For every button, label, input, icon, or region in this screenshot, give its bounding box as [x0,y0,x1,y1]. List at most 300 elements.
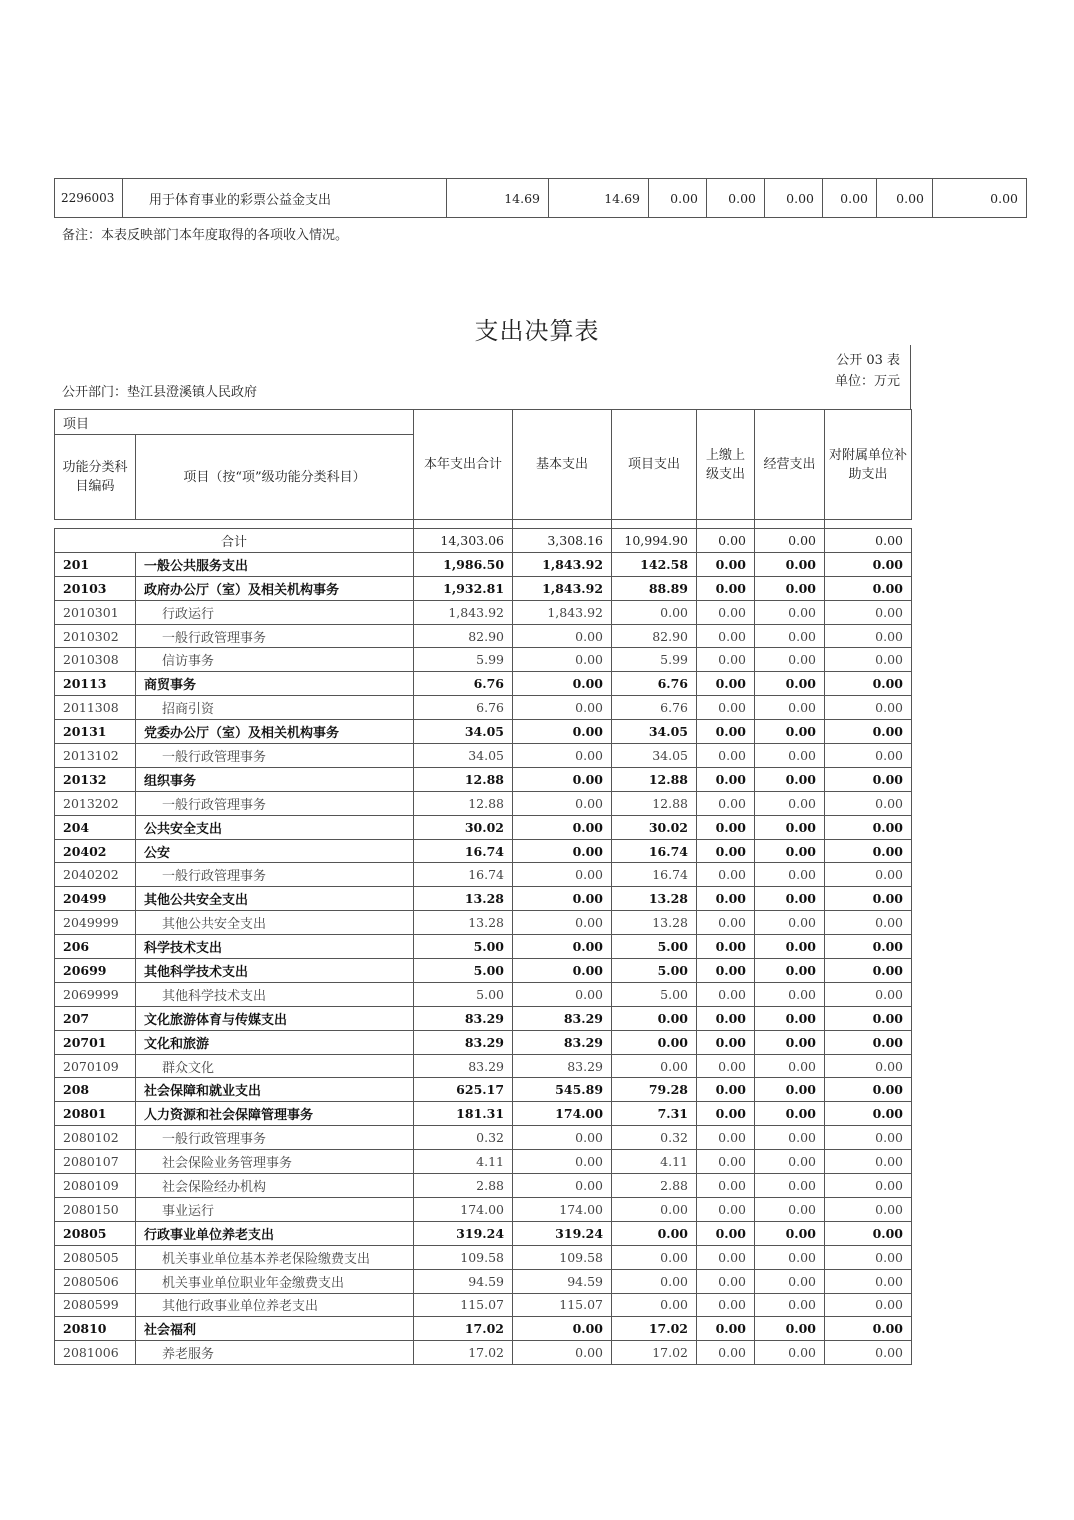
row-name: 社会福利 [136,1317,414,1341]
row-name: 群众文化 [136,1054,414,1078]
header-business: 经营支出 [755,410,825,520]
row-name: 商贸事务 [136,672,414,696]
value-cell: 0.00 [697,1006,755,1030]
value-cell: 14,303.06 [414,529,513,553]
value-cell: 0.00 [755,696,825,720]
value-cell: 0.00 [513,696,612,720]
value-cell: 0.00 [513,791,612,815]
value-cell: 16.74 [612,839,697,863]
value-cell: 0.00 [612,600,697,624]
value-cell: 2.88 [414,1174,513,1198]
value-cell: 30.02 [612,815,697,839]
row-code: 2080505 [55,1245,136,1269]
header-basic: 基本支出 [513,410,612,520]
value-cell: 0.00 [612,1006,697,1030]
value-cell: 6.76 [612,696,697,720]
value-cell: 0.00 [697,982,755,1006]
header-row [55,410,912,435]
value-cell: 0.00 [755,911,825,935]
value-cell: 109.58 [513,1245,612,1269]
value-cell: 0.00 [612,1293,697,1317]
value-cell: 0.00 [825,982,912,1006]
table-row [55,1293,912,1317]
value-cell: 0.00 [755,791,825,815]
value-cell: 0.00 [513,624,612,648]
value-cell: 0.00 [825,696,912,720]
row-name: 其他科学技术支出 [136,959,414,983]
row-name: 文化和旅游 [136,1030,414,1054]
value-cell: 0.32 [612,1126,697,1150]
row-code: 204 [55,815,136,839]
value-cell: 83.29 [414,1030,513,1054]
row-code: 2296003 [55,179,123,218]
row-name: 其他公共安全支出 [136,887,414,911]
row-code: 20103 [55,576,136,600]
value-cell: 3,308.16 [513,529,612,553]
table-row [55,982,912,1006]
row-code: 2011308 [55,696,136,720]
value-cell: 0.00 [513,959,612,983]
value-cell: 174.00 [414,1197,513,1221]
table-row [55,863,912,887]
department-label: 公开部门：垫江县澄溪镇人民政府 [62,385,258,400]
value-cell: 1,986.50 [414,552,513,576]
value-cell: 14.69 [549,179,649,218]
unit-label: 单位：万元 [834,374,900,389]
value-cell: 5.00 [414,935,513,959]
value-cell: 174.00 [513,1197,612,1221]
table-row [55,1126,912,1150]
value-cell: 0.00 [697,1102,755,1126]
row-name: 一般行政管理事务 [136,863,414,887]
value-cell: 0.00 [825,529,912,553]
value-cell: 16.74 [414,863,513,887]
value-cell: 34.05 [612,744,697,768]
table-row [55,1102,912,1126]
table-row [55,839,912,863]
row-code: 2049999 [55,911,136,935]
value-cell: 34.05 [612,720,697,744]
value-cell: 0.00 [755,1150,825,1174]
value-cell: 0.00 [825,1293,912,1317]
table-row [55,576,912,600]
value-cell: 0.00 [825,624,912,648]
value-cell: 12.88 [414,767,513,791]
value-cell: 0.00 [755,1245,825,1269]
header-code: 功能分类科目编码 [55,435,136,520]
row-code: 206 [55,935,136,959]
value-cell: 174.00 [513,1102,612,1126]
row-name: 其他科学技术支出 [136,982,414,1006]
value-cell: 115.07 [414,1293,513,1317]
value-cell: 0.00 [697,911,755,935]
row-code: 201 [55,552,136,576]
value-cell: 0.00 [755,1269,825,1293]
row-name: 用于体育事业的彩票公益金支出 [123,179,447,218]
value-cell: 0.00 [755,624,825,648]
row-name: 行政运行 [136,600,414,624]
table-row [55,720,912,744]
table-row [55,600,912,624]
value-cell: 0.00 [825,1006,912,1030]
value-cell: 319.24 [513,1221,612,1245]
value-cell: 0.00 [825,1269,912,1293]
value-cell: 0.00 [755,1174,825,1198]
value-cell: 0.00 [513,982,612,1006]
value-cell: 0.00 [755,1317,825,1341]
value-cell: 0.00 [513,1341,612,1365]
table-row [55,1245,912,1269]
value-cell: 94.59 [513,1269,612,1293]
row-name: 信访事务 [136,648,414,672]
value-cell: 181.31 [414,1102,513,1126]
table-row [55,624,912,648]
value-cell: 0.00 [755,672,825,696]
row-code: 2040202 [55,863,136,887]
value-cell: 88.89 [612,576,697,600]
value-cell: 0.00 [755,576,825,600]
form-number: 公开 03 表 [836,353,900,368]
row-code: 2080109 [55,1174,136,1198]
value-cell: 5.99 [414,648,513,672]
value-cell: 17.02 [612,1341,697,1365]
value-cell: 0.00 [825,815,912,839]
value-cell: 0.00 [513,1150,612,1174]
value-cell: 13.28 [612,911,697,935]
value-cell: 0.00 [513,767,612,791]
value-cell: 13.28 [414,911,513,935]
value-cell: 0.00 [825,576,912,600]
value-cell: 0.00 [825,1221,912,1245]
value-cell: 10,994.90 [612,529,697,553]
row-name: 科学技术支出 [136,935,414,959]
value-cell: 625.17 [414,1078,513,1102]
value-cell: 0.00 [877,179,933,218]
value-cell: 115.07 [513,1293,612,1317]
value-cell: 1,843.92 [513,576,612,600]
value-cell: 0.00 [825,1245,912,1269]
value-cell: 0.00 [755,648,825,672]
value-cell: 34.05 [414,720,513,744]
row-name: 一般公共服务支出 [136,552,414,576]
row-code: 20805 [55,1221,136,1245]
row-code: 20132 [55,767,136,791]
value-cell: 0.00 [697,1341,755,1365]
value-cell: 0.00 [825,1102,912,1126]
value-cell: 0.00 [697,1197,755,1221]
value-cell: 0.00 [513,887,612,911]
row-name: 公共安全支出 [136,815,414,839]
value-cell: 6.76 [612,672,697,696]
row-name: 一般行政管理事务 [136,624,414,648]
row-code: 20810 [55,1317,136,1341]
row-name: 党委办公厅（室）及相关机构事务 [136,720,414,744]
value-cell: 0.00 [697,744,755,768]
value-cell: 0.00 [697,959,755,983]
value-cell: 0.00 [825,744,912,768]
row-name: 其他公共安全支出 [136,911,414,935]
value-cell: 0.00 [513,935,612,959]
table-row [55,648,912,672]
value-cell: 5.00 [414,982,513,1006]
header-name: 项目（按“项”级功能分类科目） [136,435,414,520]
value-cell: 0.00 [697,767,755,791]
previous-table-fragment [54,178,1027,218]
value-cell: 0.00 [513,1126,612,1150]
row-code: 2080599 [55,1293,136,1317]
value-cell: 0.00 [755,1006,825,1030]
value-cell: 0.00 [755,1293,825,1317]
value-cell: 0.00 [755,767,825,791]
row-code: 20113 [55,672,136,696]
value-cell: 79.28 [612,1078,697,1102]
value-cell: 1,843.92 [513,600,612,624]
value-cell: 0.00 [825,720,912,744]
value-cell: 0.00 [513,648,612,672]
value-cell: 0.00 [755,552,825,576]
value-cell: 0.00 [513,815,612,839]
value-cell: 0.00 [513,839,612,863]
value-cell: 1,843.92 [513,552,612,576]
row-name: 机关事业单位基本养老保险缴费支出 [136,1245,414,1269]
value-cell: 0.00 [513,744,612,768]
value-cell: 0.00 [755,1126,825,1150]
header-project: 项目 [55,410,414,435]
value-cell: 0.00 [825,1054,912,1078]
row-code: 20801 [55,1102,136,1126]
value-cell: 0.00 [825,1341,912,1365]
row-code: 2013102 [55,744,136,768]
value-cell: 0.00 [697,887,755,911]
value-cell: 0.00 [755,959,825,983]
row-code: 2010302 [55,624,136,648]
value-cell: 0.00 [755,1341,825,1365]
value-cell: 0.00 [755,1102,825,1126]
value-cell: 5.00 [612,959,697,983]
table-row [55,696,912,720]
row-code: 20699 [55,959,136,983]
value-cell: 83.29 [513,1030,612,1054]
table-row [55,887,912,911]
table-row [55,911,912,935]
value-cell: 0.00 [697,552,755,576]
value-cell: 0.00 [825,1317,912,1341]
value-cell: 0.00 [697,672,755,696]
value-cell: 0.00 [697,1078,755,1102]
value-cell: 0.00 [755,1197,825,1221]
value-cell: 0.00 [825,911,912,935]
row-name: 机关事业单位职业年金缴费支出 [136,1269,414,1293]
value-cell: 1,932.81 [414,576,513,600]
value-cell: 0.00 [755,1030,825,1054]
row-code: 2081006 [55,1341,136,1365]
value-cell: 0.00 [697,529,755,553]
value-cell: 0.00 [697,863,755,887]
row-code: 207 [55,1006,136,1030]
value-cell: 0.00 [649,179,707,218]
value-cell: 0.00 [825,1197,912,1221]
row-name: 事业运行 [136,1197,414,1221]
row-code: 20402 [55,839,136,863]
divider [910,345,911,409]
table-row [55,1150,912,1174]
value-cell: 0.00 [755,982,825,1006]
value-cell: 2.88 [612,1174,697,1198]
table-row [55,1174,912,1198]
value-cell: 82.90 [414,624,513,648]
row-name: 社会保险经办机构 [136,1174,414,1198]
value-cell: 0.00 [612,1221,697,1245]
value-cell: 0.00 [765,179,823,218]
row-code: 2010308 [55,648,136,672]
row-name: 公安 [136,839,414,863]
row-name: 招商引资 [136,696,414,720]
row-name: 社会保障和就业支出 [136,1078,414,1102]
value-cell: 0.00 [697,576,755,600]
value-cell: 83.29 [513,1054,612,1078]
value-cell: 5.00 [414,959,513,983]
row-name: 社会保险业务管理事务 [136,1150,414,1174]
value-cell: 0.00 [755,815,825,839]
expenditure-table [54,409,912,1365]
row-code: 2010301 [55,600,136,624]
value-cell: 0.00 [612,1030,697,1054]
row-code: 20701 [55,1030,136,1054]
row-code: 2069999 [55,982,136,1006]
value-cell: 12.88 [414,791,513,815]
table-row [55,1078,912,1102]
value-cell: 0.00 [513,1174,612,1198]
row-name: 一般行政管理事务 [136,744,414,768]
value-cell: 0.00 [513,911,612,935]
value-cell: 83.29 [414,1054,513,1078]
table-row [55,1317,912,1341]
row-code: 208 [55,1078,136,1102]
value-cell: 0.00 [755,935,825,959]
value-cell: 0.00 [697,1054,755,1078]
value-cell: 6.76 [414,672,513,696]
row-code: 2080506 [55,1269,136,1293]
total-label: 合计 [55,529,414,553]
value-cell: 0.00 [707,179,765,218]
value-cell: 30.02 [414,815,513,839]
value-cell: 0.00 [697,1030,755,1054]
row-name: 养老服务 [136,1341,414,1365]
page-title: 支出决算表 [474,317,600,345]
value-cell: 0.00 [825,1150,912,1174]
value-cell: 109.58 [414,1245,513,1269]
row-code: 20131 [55,720,136,744]
table-row [55,1197,912,1221]
header-upper: 上缴上级支出 [697,410,755,520]
table-body [55,529,912,1365]
value-cell: 0.00 [825,672,912,696]
row-name: 人力资源和社会保障管理事务 [136,1102,414,1126]
value-cell: 6.76 [414,696,513,720]
value-cell: 0.00 [697,1174,755,1198]
value-cell: 0.00 [697,1245,755,1269]
value-cell: 17.02 [414,1341,513,1365]
value-cell: 0.00 [825,648,912,672]
value-cell: 0.00 [612,1269,697,1293]
value-cell: 83.29 [414,1006,513,1030]
value-cell: 0.00 [755,863,825,887]
value-cell: 13.28 [414,887,513,911]
value-cell: 1,843.92 [414,600,513,624]
value-cell: 0.00 [697,935,755,959]
value-cell: 0.00 [825,791,912,815]
value-cell: 0.00 [755,600,825,624]
value-cell: 0.00 [755,839,825,863]
value-cell: 83.29 [513,1006,612,1030]
value-cell: 0.00 [697,600,755,624]
table-row [55,959,912,983]
table-row [55,1030,912,1054]
table-row [55,1341,912,1365]
table-row [55,815,912,839]
value-cell: 12.88 [612,767,697,791]
value-cell: 0.00 [825,1126,912,1150]
table-row [55,767,912,791]
row-code: 20499 [55,887,136,911]
value-cell: 0.00 [612,1197,697,1221]
row-name: 一般行政管理事务 [136,791,414,815]
value-cell: 0.00 [933,179,1027,218]
row-code: 2080150 [55,1197,136,1221]
row-name: 组织事务 [136,767,414,791]
value-cell: 0.00 [825,767,912,791]
table-row [55,791,912,815]
value-cell: 0.00 [825,959,912,983]
value-cell: 0.00 [697,1293,755,1317]
spacer-row [55,520,912,529]
value-cell: 142.58 [612,552,697,576]
row-name: 行政事业单位养老支出 [136,1221,414,1245]
value-cell: 0.00 [825,552,912,576]
value-cell: 12.88 [612,791,697,815]
value-cell: 0.00 [825,935,912,959]
value-cell: 7.31 [612,1102,697,1126]
value-cell: 14.69 [447,179,549,218]
value-cell: 4.11 [414,1150,513,1174]
table-row [55,672,912,696]
row-name: 文化旅游体育与传媒支出 [136,1006,414,1030]
value-cell: 0.00 [697,1150,755,1174]
value-cell: 0.00 [825,887,912,911]
value-cell: 5.00 [612,982,697,1006]
value-cell: 5.99 [612,648,697,672]
value-cell: 0.00 [513,863,612,887]
value-cell: 0.00 [825,1174,912,1198]
table-row [55,935,912,959]
value-cell: 0.00 [697,839,755,863]
table-row [55,1054,912,1078]
value-cell: 0.00 [697,1317,755,1341]
value-cell: 0.00 [697,624,755,648]
row-name: 一般行政管理事务 [136,1126,414,1150]
value-cell: 0.00 [825,600,912,624]
value-cell: 0.00 [513,672,612,696]
header-subsidy: 对附属单位补助支出 [825,410,912,520]
value-cell: 0.00 [697,815,755,839]
value-cell: 13.28 [612,887,697,911]
table-row [55,744,912,768]
total-row [55,529,912,553]
value-cell: 17.02 [612,1317,697,1341]
value-cell: 0.00 [825,1078,912,1102]
value-cell: 545.89 [513,1078,612,1102]
value-cell: 4.11 [612,1150,697,1174]
